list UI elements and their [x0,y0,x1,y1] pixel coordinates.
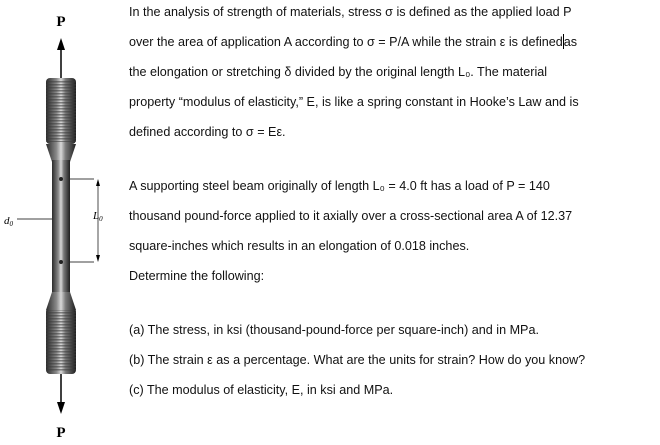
question-c: (c) The modulus of elasticity, E, in ksi and MPa. [129,383,394,397]
intro-line-2 [129,34,657,50]
intro-paragraph [129,4,657,140]
questions-list [129,322,585,398]
tensile-specimen-icon [0,0,116,445]
tensile-specimen-diagram [0,0,116,445]
intro-line-2-text: over the area of application A according to σ = P/A while the strain ε is defined [129,35,563,49]
load-label-top: P [56,14,66,30]
load-label-bottom: P [56,425,66,441]
problem-line-1: A supporting steel beam originally of length L₀ = 4.0 ft has a load of P = 140 [129,179,550,193]
question-a: (a) The stress, in ksi (thousand-pound-force per square-inch) and in MPa. [129,323,539,337]
problem-paragraph [129,178,572,284]
question-b: (b) The strain ε as a percentage. What are the units for strain? How do you know? [129,353,586,367]
intro-line-5: defined according to σ = Eε. [129,125,286,139]
intro-line-4: property “modulus of elasticity,” E, is like a spring constant in Hooke’s Law and is [129,95,579,109]
intro-line-3: the elongation or stretching δ divided by the original length L₀. The material [129,65,548,79]
arrow-down-icon [57,374,65,414]
problem-line-3: square-inches which results in an elongation of 0.018 inches. [129,239,470,253]
length-label: L0 [93,210,103,223]
arrow-up-icon [57,38,65,78]
diameter-label: d0 [4,215,13,228]
problem-line-2: thousand pound-force applied to it axially over a cross-sectional area A of 12.37 [129,209,573,223]
problem-text [129,4,657,397]
intro-line-1: In the analysis of strength of materials, stress σ is defined as the applied load P [129,5,572,19]
problem-line-4: Determine the following: [129,269,265,283]
intro-line-2-tail: as [563,35,578,49]
specimen [46,78,76,374]
